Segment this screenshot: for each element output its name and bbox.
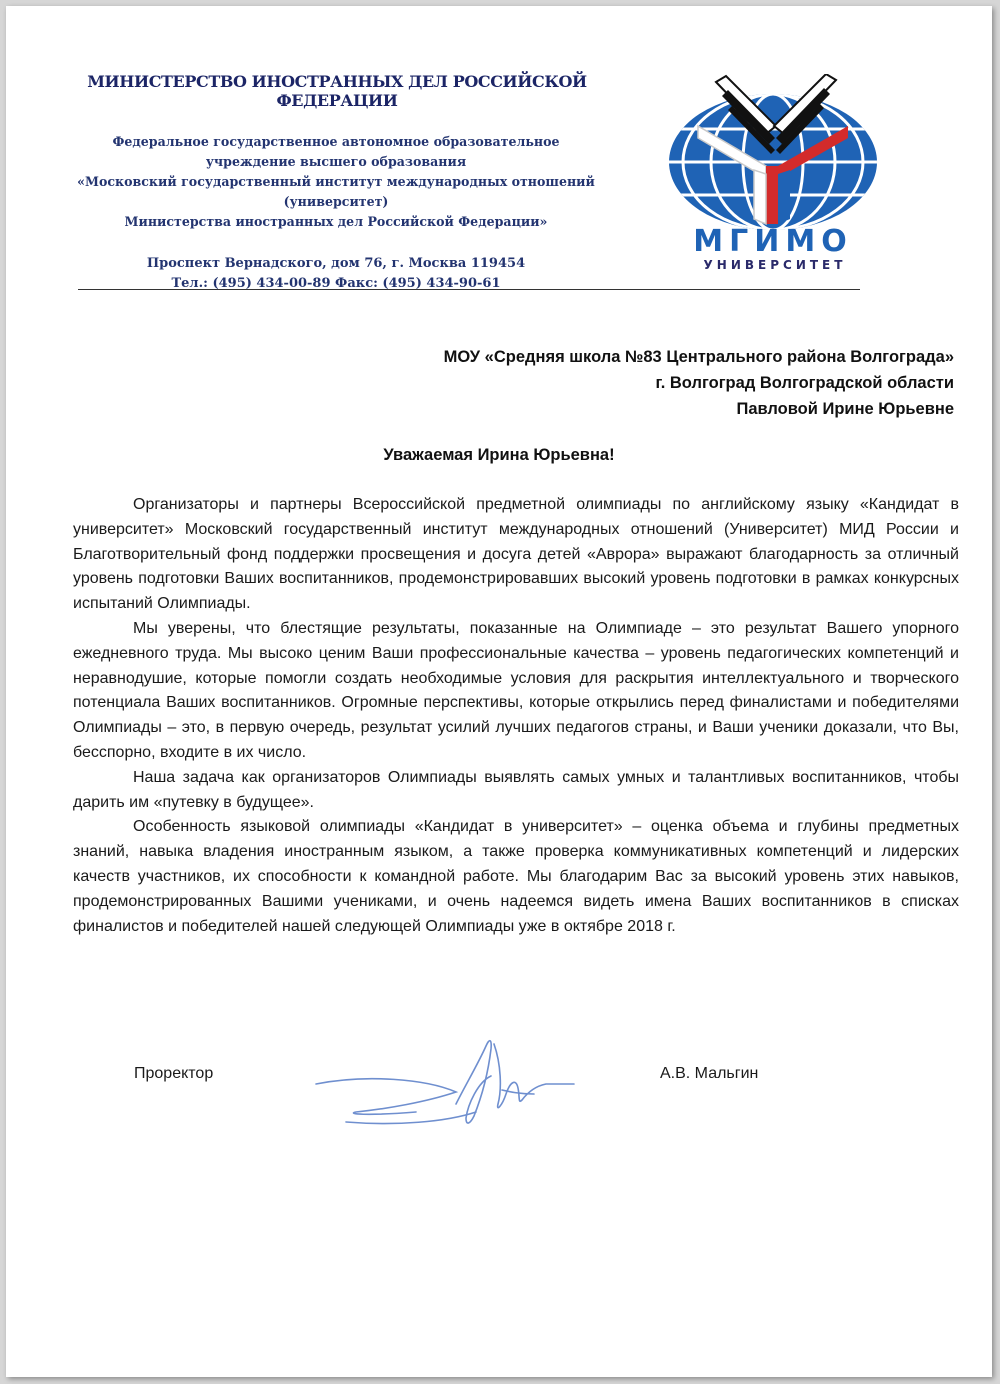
signature-icon	[306, 1034, 606, 1144]
letter-body	[73, 493, 959, 939]
ministry-title: МИНИСТЕРСТВО ИНОСТРАННЫХ ДЕЛ РОССИЙСКОЙ ФЕДЕРАЦИИ	[87, 72, 587, 110]
contact-block	[36, 254, 636, 294]
letterhead-divider	[78, 289, 860, 290]
address-line: Проспект Вернадского, дом 76, г. Москва 119454	[146, 256, 526, 271]
logo-name: МГИМО	[693, 224, 853, 259]
paragraph: Особенность языковой олимпиады «Кандидат в университет» – оценка объема и глубины предметных знаний, навыка владения иностранным языком, а также проверка коммуникативных компетенций и лидерских качеств участников, их способности к командной работе. Мы благодарим Вас за высокий уровень этих навыков, продемонстрированных Вашими учениками, и очень надеемся видеть имена Ваших воспитанников в списках финалистов и победителей нашей следующей Олимпиады уже в октябре 2018 г.	[73, 818, 959, 935]
phones-line: Тел.: (495) 434-00-89 Факс: (495) 434-90-61	[171, 276, 501, 291]
org-line: Федеральное государственное автономное образовательное	[112, 134, 560, 149]
recipient-person: Павловой Ирине Юрьевне	[736, 400, 954, 418]
recipient-school: МОУ «Средняя школа №83 Центрального района Волгограда»	[443, 348, 954, 366]
salutation: Уважаемая Ирина Юрьевна!	[383, 446, 615, 464]
org-line: Министерства иностранных дел Российской Федерации»	[124, 214, 548, 229]
organization-block	[36, 132, 636, 232]
org-line: (университет)	[283, 194, 389, 209]
logo-subtitle: УНИВЕРСИТЕТ	[703, 258, 847, 272]
org-line: «Московский государственный институт международных отношений	[77, 174, 595, 189]
mgimo-logo	[666, 74, 880, 274]
paragraph: Организаторы и партнеры Всероссийской предметной олимпиады по английскому языку «Кандидат в университет» Московский государственный институт международных отношений (Университет) МИД России и Благотворительный фонд поддержки просвещения и досуга детей «Аврора» выражают благодарность за отличный уровень подготовки Ваших воспитанников, продемонстрировавших высокий уровень подготовки в рамках конкурсных испытаний Олимпиады.	[73, 496, 959, 613]
signer-name: А.В. Мальгин	[660, 1065, 759, 1082]
recipient-city: г. Волгоград Волгоградской области	[655, 374, 954, 392]
letter-page	[6, 6, 992, 1377]
letterhead	[36, 72, 636, 294]
paragraph: Мы уверены, что блестящие результаты, показанные на Олимпиаде – это результат Вашего упорного ежедневного труда. Мы высоко ценим Ваши профессиональные качества – уровень педагогических компетенций и неравнодушие, которые помогли создать необходимые условия для раскрытия интеллектуального и творческого потенциала Ваших воспитанников. Огромные перспективы, которые открылись перед финалистами и победителями Олимпиады – это, в первую очередь, результат усилий лучших педагогов страны, и Ваши ученики доказали, что Вы, бесспорно, входите в их число.	[73, 619, 959, 761]
recipient-block	[444, 344, 954, 422]
signer-position: Проректор	[134, 1065, 214, 1082]
org-line: учреждение высшего образования	[205, 154, 467, 169]
paragraph: Наша задача как организаторов Олимпиады выявлять самых умных и талантливых воспитанников, чтобы дарить им «путевку в будущее».	[73, 768, 959, 811]
